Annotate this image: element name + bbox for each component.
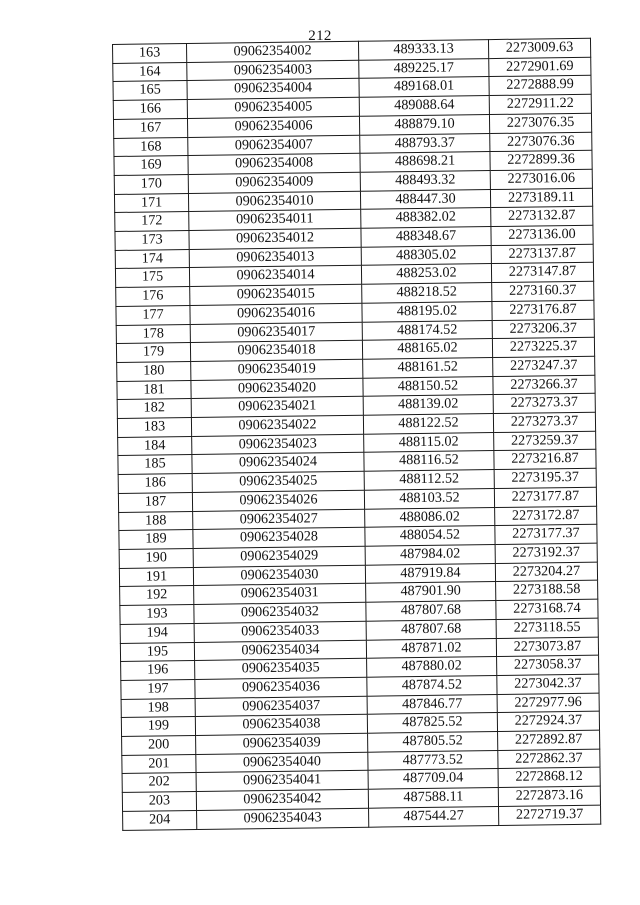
row-number: 171: [114, 193, 188, 213]
y-coordinate: 2273168.74: [496, 599, 598, 619]
row-number: 176: [116, 287, 190, 307]
parcel-code: 09062354027: [193, 509, 365, 530]
row-number: 193: [120, 605, 194, 625]
row-number: 184: [118, 436, 192, 456]
x-coordinate: 489333.13: [358, 40, 488, 60]
row-number: 200: [122, 735, 196, 755]
x-coordinate: 487880.02: [367, 657, 497, 677]
x-coordinate: 487874.52: [367, 675, 497, 695]
y-coordinate: 2273195.37: [494, 468, 596, 488]
x-coordinate: 487588.11: [368, 788, 498, 808]
coordinates-table-wrapper: [112, 38, 600, 831]
parcel-code: 09062354005: [187, 97, 359, 118]
row-number: 163: [113, 44, 187, 64]
parcel-code: 09062354017: [190, 322, 362, 343]
x-coordinate: 488447.30: [360, 189, 490, 209]
x-coordinate: 488150.52: [363, 376, 493, 396]
parcel-code: 09062354039: [196, 733, 368, 754]
row-number: 179: [116, 343, 190, 363]
x-coordinate: 488382.02: [361, 208, 491, 228]
page-number: 212: [308, 28, 332, 44]
x-coordinate: 489088.64: [359, 96, 489, 116]
table-body: [113, 38, 601, 830]
y-coordinate: 2273160.37: [492, 281, 594, 301]
row-number: 201: [122, 754, 196, 774]
parcel-code: 09062354024: [192, 453, 364, 474]
y-coordinate: 2273266.37: [493, 375, 595, 395]
row-number: 187: [118, 492, 192, 512]
y-coordinate: 2273176.87: [492, 300, 594, 320]
y-coordinate: 2273273.37: [493, 412, 595, 432]
parcel-code: 09062354015: [190, 284, 362, 305]
x-coordinate: 488116.52: [364, 451, 494, 471]
y-coordinate: 2273137.87: [491, 244, 593, 264]
row-number: 188: [119, 511, 193, 531]
parcel-code: 09062354020: [191, 378, 363, 399]
parcel-code: 09062354010: [188, 191, 360, 212]
parcel-code: 09062354018: [190, 340, 362, 361]
parcel-code: 09062354036: [195, 677, 367, 698]
row-number: 170: [114, 174, 188, 194]
parcel-code: 09062354029: [193, 546, 365, 567]
x-coordinate: 488112.52: [364, 470, 494, 490]
row-number: 167: [113, 118, 187, 138]
parcel-code: 09062354008: [188, 153, 360, 174]
x-coordinate: 488195.02: [362, 301, 492, 321]
x-coordinate: 487807.68: [366, 601, 496, 621]
y-coordinate: 2272719.37: [499, 805, 601, 825]
y-coordinate: 2273147.87: [491, 263, 593, 283]
parcel-code: 09062354030: [193, 565, 365, 586]
y-coordinate: 2273216.87: [494, 450, 596, 470]
y-coordinate: 2273016.06: [490, 169, 592, 189]
coordinates-table: [112, 38, 601, 831]
row-number: 181: [117, 380, 191, 400]
parcel-code: 09062354043: [197, 808, 369, 829]
parcel-code: 09062354021: [191, 397, 363, 418]
y-coordinate: 2273042.37: [497, 674, 599, 694]
x-coordinate: 487773.52: [368, 750, 498, 770]
row-number: 186: [118, 474, 192, 494]
x-coordinate: 488165.02: [362, 339, 492, 359]
row-number: 198: [121, 698, 195, 718]
parcel-code: 09062354026: [192, 490, 364, 511]
y-coordinate: 2273177.87: [494, 487, 596, 507]
x-coordinate: 488348.67: [361, 227, 491, 247]
row-number: 173: [115, 231, 189, 251]
parcel-code: 09062354011: [189, 210, 361, 231]
y-coordinate: 2273189.11: [490, 188, 592, 208]
y-coordinate: 2273172.87: [495, 506, 597, 526]
parcel-code: 09062354012: [189, 228, 361, 249]
row-number: 180: [117, 361, 191, 381]
y-coordinate: 2273118.55: [496, 618, 598, 638]
row-number: 164: [113, 62, 187, 82]
y-coordinate: 2273259.37: [494, 431, 596, 451]
x-coordinate: 488879.10: [359, 114, 489, 134]
parcel-code: 09062354037: [195, 696, 367, 717]
parcel-code: 09062354038: [195, 715, 367, 736]
y-coordinate: 2272892.87: [498, 730, 600, 750]
parcel-code: 09062354009: [188, 172, 360, 193]
parcel-code: 09062354031: [194, 584, 366, 605]
x-coordinate: 487984.02: [365, 545, 495, 565]
row-number: 177: [116, 305, 190, 325]
y-coordinate: 2273009.63: [488, 38, 590, 58]
parcel-code: 09062354025: [192, 471, 364, 492]
parcel-code: 09062354007: [188, 135, 360, 156]
parcel-code: 09062354006: [187, 116, 359, 137]
x-coordinate: 487825.52: [367, 713, 497, 733]
row-number: 185: [118, 455, 192, 475]
y-coordinate: 2272901.69: [489, 57, 591, 77]
row-number: 189: [119, 530, 193, 550]
x-coordinate: 488305.02: [361, 245, 491, 265]
x-coordinate: 487871.02: [366, 638, 496, 658]
parcel-code: 09062354033: [194, 621, 366, 642]
y-coordinate: 2273188.58: [496, 581, 598, 601]
parcel-code: 09062354035: [195, 658, 367, 679]
y-coordinate: 2273073.87: [496, 637, 598, 657]
y-coordinate: 2272888.99: [489, 76, 591, 96]
y-coordinate: 2273132.87: [491, 207, 593, 227]
x-coordinate: 488493.32: [360, 170, 490, 190]
x-coordinate: 488218.52: [362, 283, 492, 303]
x-coordinate: 488161.52: [363, 357, 493, 377]
y-coordinate: 2273273.37: [493, 394, 595, 414]
parcel-code: 09062354013: [189, 247, 361, 268]
y-coordinate: 2272868.12: [498, 768, 600, 788]
row-number: 182: [117, 399, 191, 419]
x-coordinate: 488139.02: [363, 395, 493, 415]
row-number: 191: [119, 567, 193, 587]
row-number: 202: [122, 773, 196, 793]
row-number: 168: [114, 137, 188, 157]
x-coordinate: 489168.01: [359, 77, 489, 97]
row-number: 204: [123, 810, 197, 830]
row-number: 192: [120, 586, 194, 606]
y-coordinate: 2273177.37: [495, 524, 597, 544]
x-coordinate: 488122.52: [363, 414, 493, 434]
y-coordinate: 2273225.37: [492, 337, 594, 357]
parcel-code: 09062354002: [187, 41, 359, 62]
y-coordinate: 2273204.27: [495, 562, 597, 582]
y-coordinate: 2273136.00: [491, 225, 593, 245]
row-number: 197: [121, 679, 195, 699]
parcel-code: 09062354004: [187, 79, 359, 100]
row-number: 203: [122, 792, 196, 812]
x-coordinate: 487544.27: [369, 806, 499, 826]
row-number: 194: [120, 623, 194, 643]
x-coordinate: 489225.17: [359, 58, 489, 78]
x-coordinate: 488054.52: [365, 526, 495, 546]
row-number: 172: [115, 212, 189, 232]
y-coordinate: 2273058.37: [497, 655, 599, 675]
parcel-code: 09062354014: [189, 266, 361, 287]
row-number: 196: [121, 661, 195, 681]
row-number: 175: [115, 268, 189, 288]
parcel-code: 09062354019: [191, 359, 363, 380]
y-coordinate: 2272924.37: [497, 711, 599, 731]
x-coordinate: 488793.37: [360, 133, 490, 153]
y-coordinate: 2272977.96: [497, 693, 599, 713]
row-number: 166: [113, 100, 187, 120]
x-coordinate: 488174.52: [362, 320, 492, 340]
y-coordinate: 2272899.36: [490, 150, 592, 170]
row-number: 195: [120, 642, 194, 662]
parcel-code: 09062354003: [187, 60, 359, 81]
x-coordinate: 488698.21: [360, 152, 490, 172]
row-number: 165: [113, 81, 187, 101]
x-coordinate: 487846.77: [367, 694, 497, 714]
row-number: 174: [115, 249, 189, 269]
x-coordinate: 488103.52: [364, 488, 494, 508]
row-number: 169: [114, 156, 188, 176]
y-coordinate: 2273076.36: [490, 132, 592, 152]
x-coordinate: 487709.04: [368, 769, 498, 789]
row-number: 190: [119, 548, 193, 568]
y-coordinate: 2273206.37: [492, 319, 594, 339]
y-coordinate: 2272911.22: [489, 94, 591, 114]
parcel-code: 09062354016: [190, 303, 362, 324]
x-coordinate: 488253.02: [361, 264, 491, 284]
parcel-code: 09062354022: [191, 415, 363, 436]
row-number: 183: [117, 418, 191, 438]
parcel-code: 09062354023: [192, 434, 364, 455]
parcel-code: 09062354041: [196, 771, 368, 792]
parcel-code: 09062354028: [193, 528, 365, 549]
x-coordinate: 487805.52: [368, 732, 498, 752]
y-coordinate: 2273247.37: [493, 356, 595, 376]
x-coordinate: 488086.02: [365, 507, 495, 527]
y-coordinate: 2273076.35: [489, 113, 591, 133]
y-coordinate: 2272862.37: [498, 749, 600, 769]
parcel-code: 09062354034: [194, 640, 366, 661]
row-number: 199: [121, 717, 195, 737]
y-coordinate: 2272873.16: [498, 786, 600, 806]
parcel-code: 09062354040: [196, 752, 368, 773]
x-coordinate: 487919.84: [365, 563, 495, 583]
y-coordinate: 2273192.37: [495, 543, 597, 563]
x-coordinate: 487901.90: [366, 582, 496, 602]
parcel-code: 09062354042: [196, 789, 368, 810]
parcel-code: 09062354032: [194, 602, 366, 623]
x-coordinate: 487807.68: [366, 619, 496, 639]
x-coordinate: 488115.02: [364, 432, 494, 452]
row-number: 178: [116, 324, 190, 344]
